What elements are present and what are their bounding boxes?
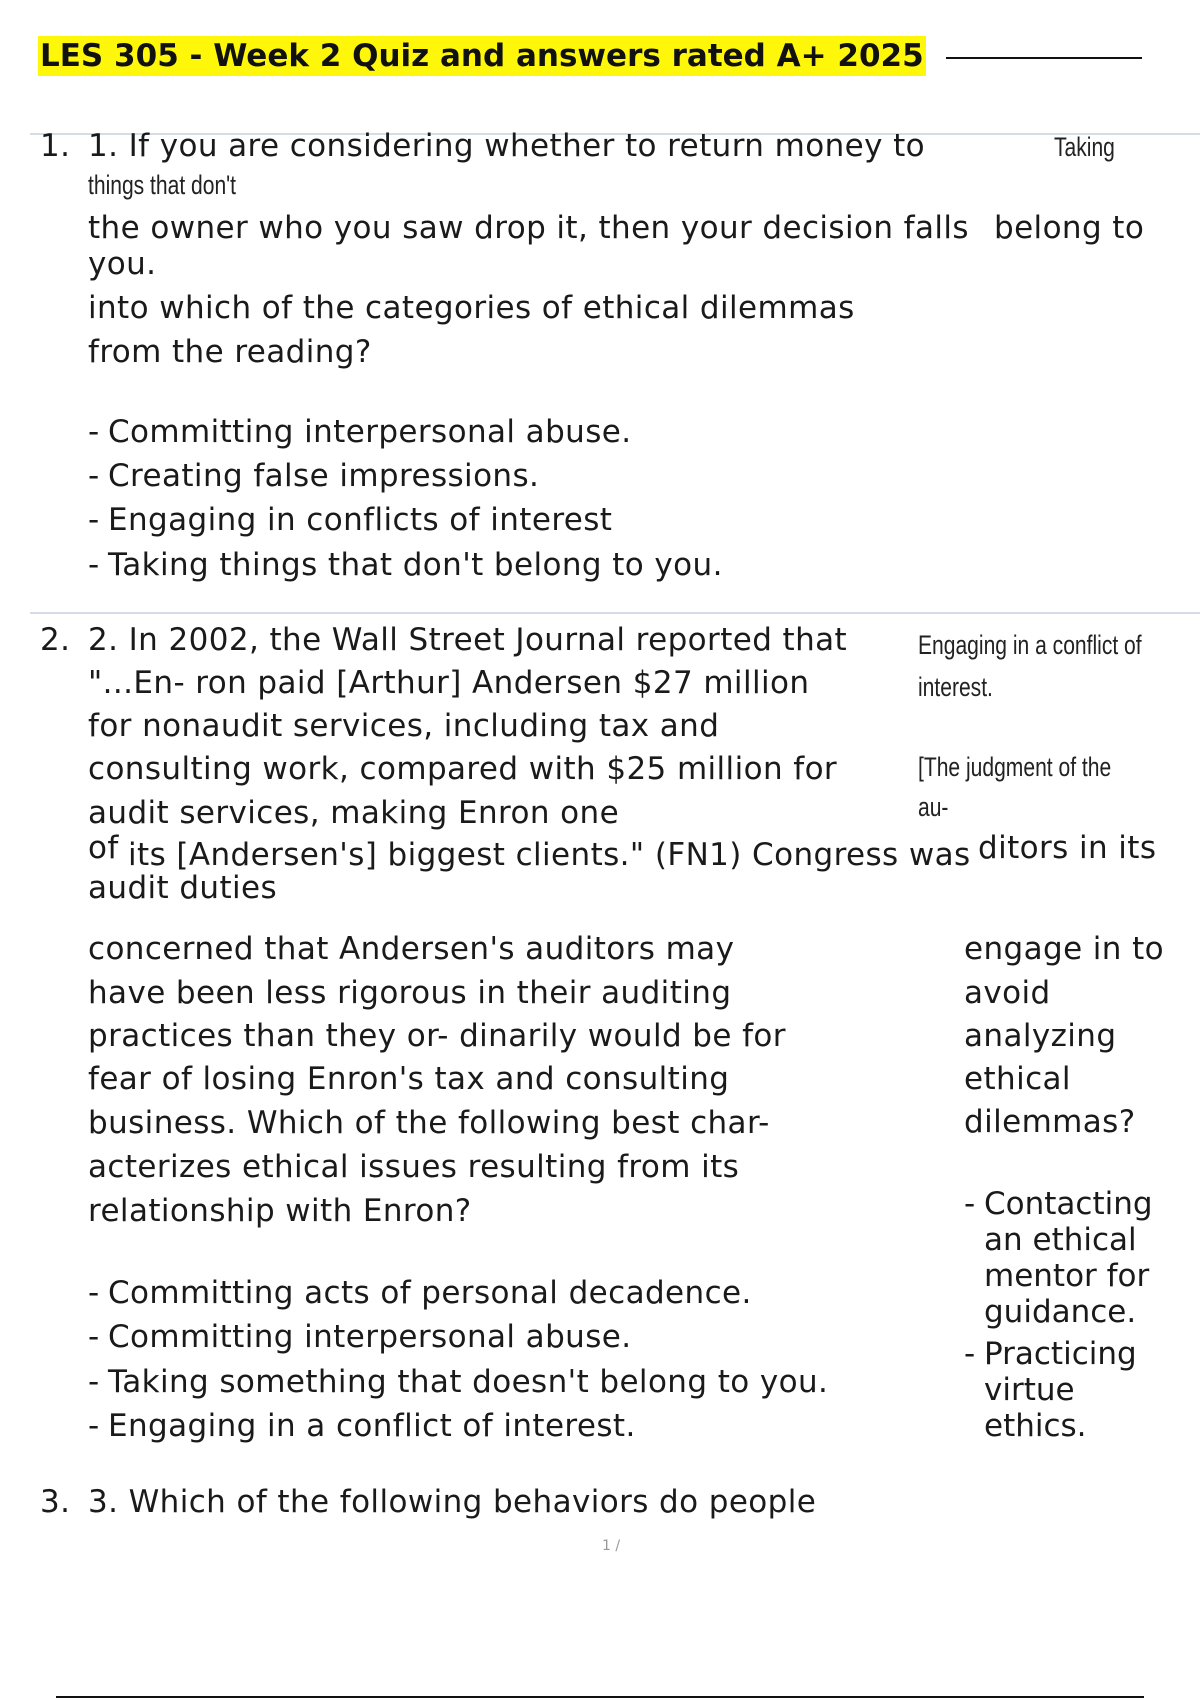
answer-3-fragment: [The judgment of the	[918, 752, 1112, 782]
question-2-line: practices than they or- dinarily would be for	[88, 1018, 786, 1054]
question-1-option: - Committing interpersonal abuse.	[88, 414, 632, 450]
question-3-line: 3. Which of the following behaviors do people	[88, 1484, 817, 1520]
question-2-line: have been less rigorous in their auditing	[88, 975, 732, 1011]
question-1-option: - Engaging in conflicts of interest	[88, 502, 613, 538]
question-2-option: - Committing acts of personal decadence.	[88, 1275, 752, 1311]
question-2-line: audit services, making Enron one	[88, 795, 620, 831]
question-2-line: audit duties	[88, 870, 278, 906]
answer-2-text: Engaging in a conflict of	[918, 630, 1142, 660]
answer-3-fragment: ditors in its	[978, 830, 1157, 866]
question-3-option: - Practicing virtue ethics.	[964, 1336, 1137, 1444]
question-divider	[30, 612, 1200, 614]
answer-1-fragment: belong to	[994, 210, 1145, 246]
question-2-option: - Committing interpersonal abuse.	[88, 1319, 632, 1355]
question-2-line: of	[88, 830, 119, 866]
question-1-option: - Creating false impressions.	[88, 458, 540, 494]
question-2-option: - Engaging in a conflict of interest.	[88, 1408, 636, 1444]
question-2-line: concerned that Andersen's auditors may	[88, 931, 735, 967]
answer-1-fragment: Taking	[1054, 132, 1115, 162]
question-2-line: its [Andersen's] biggest clients." (FN1) Congress was	[128, 837, 971, 873]
question-2-line: acterizes ethical issues resulting from its	[88, 1149, 740, 1185]
answer-3-fragment: au-	[918, 792, 949, 822]
question-3-fragment: avoid	[964, 975, 1051, 1011]
question-3-fragment: analyzing	[964, 1018, 1117, 1054]
question-2-line: for nonaudit services, including tax and	[88, 708, 720, 744]
answer-2-text: interest.	[918, 672, 993, 702]
page-number: 1 /	[602, 1538, 621, 1554]
question-3-fragment: ethical	[964, 1061, 1071, 1097]
question-3-options	[964, 1186, 1174, 1444]
question-1-line: into which of the categories of ethical dilemmas	[88, 290, 855, 326]
question-3-fragment: dilemmas?	[964, 1104, 1136, 1140]
title-underline	[946, 57, 1142, 59]
question-2-number: 2.	[40, 622, 71, 658]
footer-rule	[56, 1696, 1144, 1698]
question-3-number: 3.	[40, 1484, 71, 1520]
question-1-number: 1.	[40, 128, 71, 164]
question-2-line: relationship with Enron?	[88, 1193, 472, 1229]
question-3-option: - Contacting an ethical mentor for guidance.	[964, 1186, 1153, 1330]
question-2-line: 2. In 2002, the Wall Street Journal reported that	[88, 622, 848, 658]
document-title: LES 305 - Week 2 Quiz and answers rated A+ 2025	[40, 38, 924, 74]
question-1-line: from the reading?	[88, 334, 372, 370]
question-2-option: - Taking something that doesn't belong to you.	[88, 1364, 829, 1400]
question-1-option: - Taking things that don't belong to you.	[88, 547, 723, 583]
question-2-line: business. Which of the following best char-	[88, 1105, 770, 1141]
question-2-line: "...En- ron paid [Arthur] Andersen $27 million	[88, 665, 810, 701]
question-2-line: consulting work, compared with $25 million for	[88, 751, 838, 787]
question-1-line: you.	[88, 246, 157, 282]
question-1-line: 1. If you are considering whether to return money to	[88, 128, 926, 164]
question-1-line: the owner who you saw drop it, then your decision falls	[88, 210, 969, 246]
answer-1-fragment: things that don't	[88, 170, 237, 200]
question-3-fragment: engage in to	[964, 931, 1165, 967]
question-2-line: fear of losing Enron's tax and consulting	[88, 1061, 730, 1097]
